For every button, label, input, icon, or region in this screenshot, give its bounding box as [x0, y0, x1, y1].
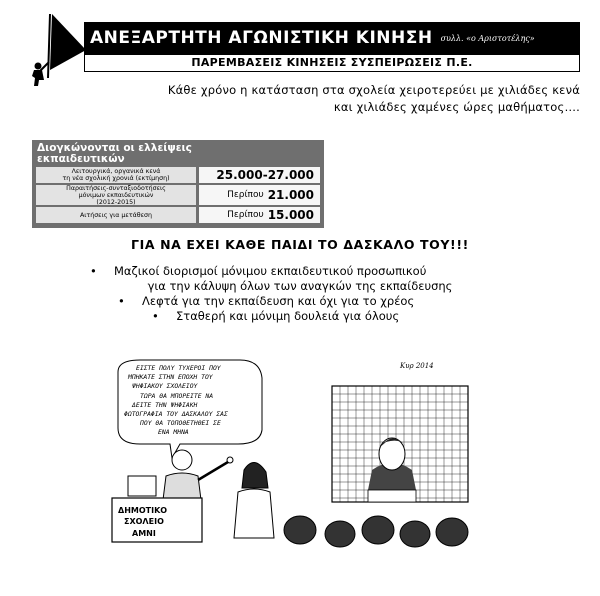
table-title: Διογκώνονται οι ελλείψεις εκπαιδευτικών [37, 142, 192, 165]
cartoon-illustration [110, 358, 490, 548]
table-row-value: Περίπου 21.000 [199, 185, 320, 205]
artist-signature: Κυρ 2014 [400, 362, 434, 370]
header-banner [84, 22, 580, 54]
woman-figure [234, 462, 274, 538]
svg-text:ΕΙΣΤΕ ΠΟΛΥ ΤΥΧΕΡΟΙ ΠΟΥ: ΕΙΣΤΕ ΠΟΛΥ ΤΥΧΕΡΟΙ ΠΟΥ [136, 364, 221, 372]
table-row [36, 167, 320, 183]
svg-text:ΔΗΜΟΤΙΚΟ: ΔΗΜΟΤΙΚΟ [118, 506, 168, 515]
list-item-continuation: για την κάλυψη όλων των αναγκών της εκπαίδευσης [147, 279, 453, 293]
intro-line-1: Κάθε χρόνο η κατάσταση στα σχολεία χειροτερεύει με χιλιάδες κενά [167, 83, 580, 97]
demands-list [60, 264, 560, 324]
svg-text:ΔΕΙΤΕ ΤΗΝ ΨΗΦΙΑΚΗ: ΔΕΙΤΕ ΤΗΝ ΨΗΦΙΑΚΗ [132, 401, 198, 409]
audience [284, 516, 468, 547]
bullet-marker: • [118, 294, 125, 308]
svg-text:ΨΗΦΙΑΚΟΥ ΣΧΟΛΕΙΟΥ: ΨΗΦΙΑΚΟΥ ΣΧΟΛΕΙΟΥ [132, 382, 198, 390]
header-title: ΑΝΕΞΑΡΤΗΤΗ ΑΓΩΝΙΣΤΙΚΗ ΚΙΝΗΣΗ [90, 28, 433, 48]
svg-text:ΤΩΡΑ ΘΑ ΜΠΟΡΕΙΤΕ ΝΑ: ΤΩΡΑ ΘΑ ΜΠΟΡΕΙΤΕ ΝΑ [140, 392, 214, 400]
table-row-label: Παραιτήσεις-συνταξιοδοτήσεις μόνιμων εκπαιδευτικών (2012-2015) [36, 185, 196, 205]
shortages-table [32, 140, 324, 228]
list-item: • Μαζικοί διορισμοί μόνιμου εκπαιδευτικού προσωπικού [90, 264, 427, 278]
svg-text:ΠΟΥ ΘΑ ΤΟΠΟΘΕΤΗΘΕΙ ΣΕ: ΠΟΥ ΘΑ ΤΟΠΟΘΕΤΗΘΕΙ ΣΕ [140, 419, 221, 427]
table-row-value: Περίπου 15.000 [199, 207, 320, 223]
flag-logo [20, 10, 90, 90]
table-row-value: 25.000-27.000 [199, 167, 320, 183]
svg-text:ΜΠΗΚΑΤΕ ΣΤΗΝ ΕΠΟΧΗ ΤΟΥ: ΜΠΗΚΑΤΕ ΣΤΗΝ ΕΠΟΧΗ ΤΟΥ [128, 373, 213, 381]
bullet-marker: • [90, 264, 97, 278]
header-subbar: ΠΑΡΕΜΒΑΣΕΙΣ ΚΙΝΗΣΕΙΣ ΣΥΣΠΕΙΡΩΣΕΙΣ Π.Ε. [84, 54, 580, 72]
table-row-label: Λειτουργικά, οργανικά κενά τη νέα σχολική χρονιά (εκτίμηση) [36, 167, 196, 183]
slogan-heading: ΓΙΑ ΝΑ ΕΧΕΙ ΚΑΘΕ ΠΑΙΔΙ ΤΟ ΔΑΣΚΑΛΟ ΤΟΥ!!! [131, 237, 469, 252]
table-row [36, 207, 320, 223]
list-item: • Λεφτά για την εκπαίδευση και όχι για το χρέος [118, 294, 415, 308]
svg-text:ΑΜΝΙ: ΑΜΝΙ [132, 529, 156, 538]
header-subtitle: συλλ. «ο Αριστοτέλης» [440, 33, 535, 43]
svg-text:ΦΩΤΟΓΡΑΦΙΑ ΤΟΥ ΔΑΣΚΑΛΟΥ ΣΑΣ: ΦΩΤΟΓΡΑΦΙΑ ΤΟΥ ΔΑΣΚΑΛΟΥ ΣΑΣ [124, 410, 228, 418]
svg-text:ΕΝΑ ΜΗΝΑ: ΕΝΑ ΜΗΝΑ [158, 428, 189, 436]
intro-text [60, 82, 580, 116]
intro-line-2: και χιλιάδες χαμένες ώρες μαθήματος…. [333, 100, 580, 114]
table-row-label: Αιτήσεις για μετάθεση [36, 207, 196, 223]
svg-text:ΣΧΟΛΕΙΟ: ΣΧΟΛΕΙΟ [124, 517, 164, 526]
grid-screen [332, 386, 468, 502]
list-item: • Σταθερή και μόνιμη δουλειά για όλους [152, 309, 400, 323]
bullet-marker: • [152, 309, 159, 323]
table-row [36, 185, 320, 205]
